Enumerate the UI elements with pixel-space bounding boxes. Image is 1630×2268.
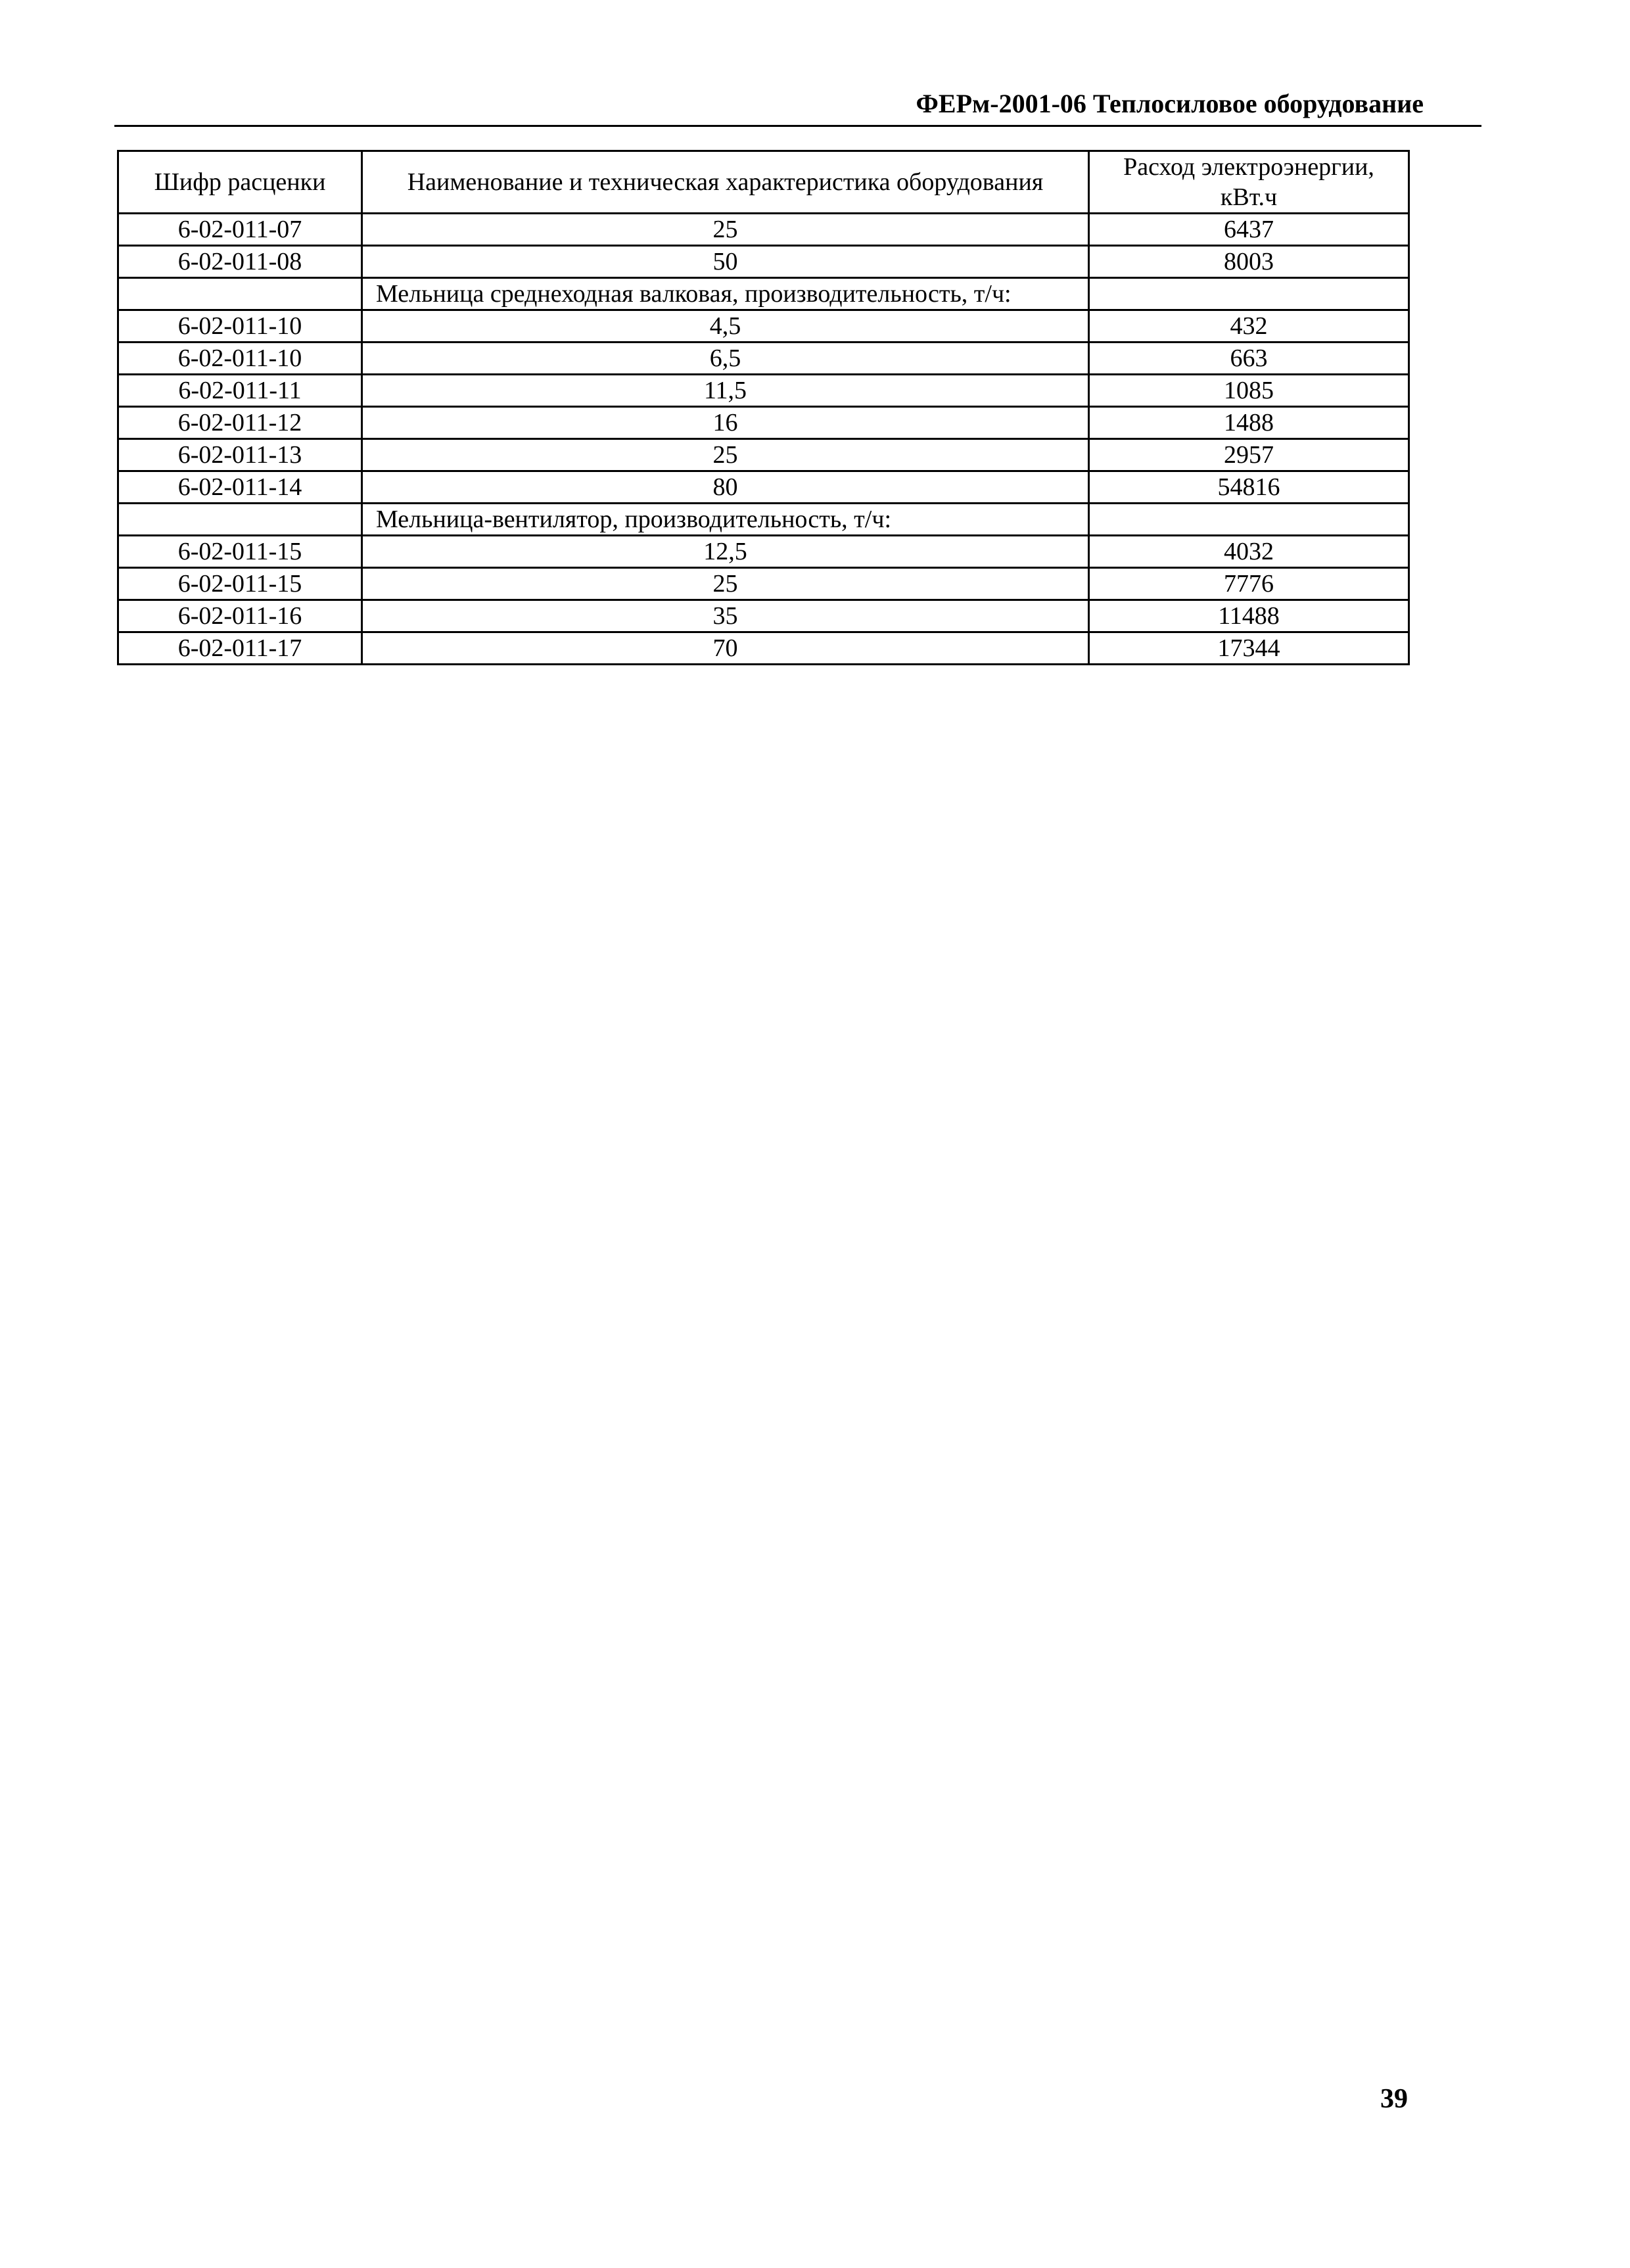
table-row <box>118 600 1409 632</box>
cell-name: 80 <box>362 471 1089 504</box>
table-row <box>118 632 1409 665</box>
section-heading-roller-mill: Мельница среднеходная валковая, производительность, т/ч: <box>362 278 1089 310</box>
table-header-row <box>118 151 1409 214</box>
cell-energy: 54816 <box>1089 471 1409 504</box>
cell-energy: 432 <box>1089 310 1409 343</box>
cell-code: 6-02-011-08 <box>118 246 362 278</box>
cell-name: 4,5 <box>362 310 1089 343</box>
cell-code: 6-02-011-15 <box>118 568 362 600</box>
cell-code: 6-02-011-16 <box>118 600 362 632</box>
cell-energy: 17344 <box>1089 632 1409 665</box>
cell-name: 6,5 <box>362 343 1089 375</box>
table-row <box>118 375 1409 407</box>
column-header-code: Шифр расценки <box>118 151 362 214</box>
table-row <box>118 214 1409 246</box>
cell-code: 6-02-011-07 <box>118 214 362 246</box>
cell-energy: 2957 <box>1089 439 1409 471</box>
energy-consumption-table <box>117 150 1410 665</box>
cell-energy <box>1089 278 1409 310</box>
cell-energy: 1085 <box>1089 375 1409 407</box>
cell-code: 6-02-011-10 <box>118 343 362 375</box>
cell-name: 16 <box>362 407 1089 439</box>
cell-code: 6-02-011-17 <box>118 632 362 665</box>
cell-energy <box>1089 504 1409 536</box>
cell-name: 25 <box>362 568 1089 600</box>
table-row <box>118 407 1409 439</box>
table-row <box>118 343 1409 375</box>
cell-code <box>118 504 362 536</box>
table-row <box>118 471 1409 504</box>
table-row <box>118 246 1409 278</box>
cell-code: 6-02-011-14 <box>118 471 362 504</box>
page-number: 39 <box>1380 2084 1408 2114</box>
header-divider <box>114 125 1481 127</box>
cell-energy: 8003 <box>1089 246 1409 278</box>
column-header-energy: Расход электроэнергии, кВт.ч <box>1089 151 1409 214</box>
table-row <box>118 310 1409 343</box>
cell-energy: 11488 <box>1089 600 1409 632</box>
cell-name: 35 <box>362 600 1089 632</box>
cell-energy: 4032 <box>1089 536 1409 568</box>
cell-energy: 7776 <box>1089 568 1409 600</box>
table-row <box>118 536 1409 568</box>
cell-name: 70 <box>362 632 1089 665</box>
table-body <box>118 214 1409 665</box>
cell-name: 12,5 <box>362 536 1089 568</box>
table-row <box>118 439 1409 471</box>
cell-name: 25 <box>362 214 1089 246</box>
section-heading-mill-fan: Мельница-вентилятор, производительность, т/ч: <box>362 504 1089 536</box>
cell-code: 6-02-011-10 <box>118 310 362 343</box>
cell-code <box>118 278 362 310</box>
cell-code: 6-02-011-11 <box>118 375 362 407</box>
cell-energy: 6437 <box>1089 214 1409 246</box>
table-row <box>118 568 1409 600</box>
cell-energy: 663 <box>1089 343 1409 375</box>
cell-name: 11,5 <box>362 375 1089 407</box>
cell-energy: 1488 <box>1089 407 1409 439</box>
cell-code: 6-02-011-12 <box>118 407 362 439</box>
cell-code: 6-02-011-13 <box>118 439 362 471</box>
table-section-row <box>118 278 1409 310</box>
column-header-name: Наименование и техническая характеристика оборудования <box>362 151 1089 214</box>
table-header <box>118 151 1409 214</box>
cell-code: 6-02-011-15 <box>118 536 362 568</box>
document-header-title: ФЕРм-2001-06 Теплосиловое оборудование <box>916 89 1424 118</box>
cell-name: 50 <box>362 246 1089 278</box>
table-section-row <box>118 504 1409 536</box>
cell-name: 25 <box>362 439 1089 471</box>
